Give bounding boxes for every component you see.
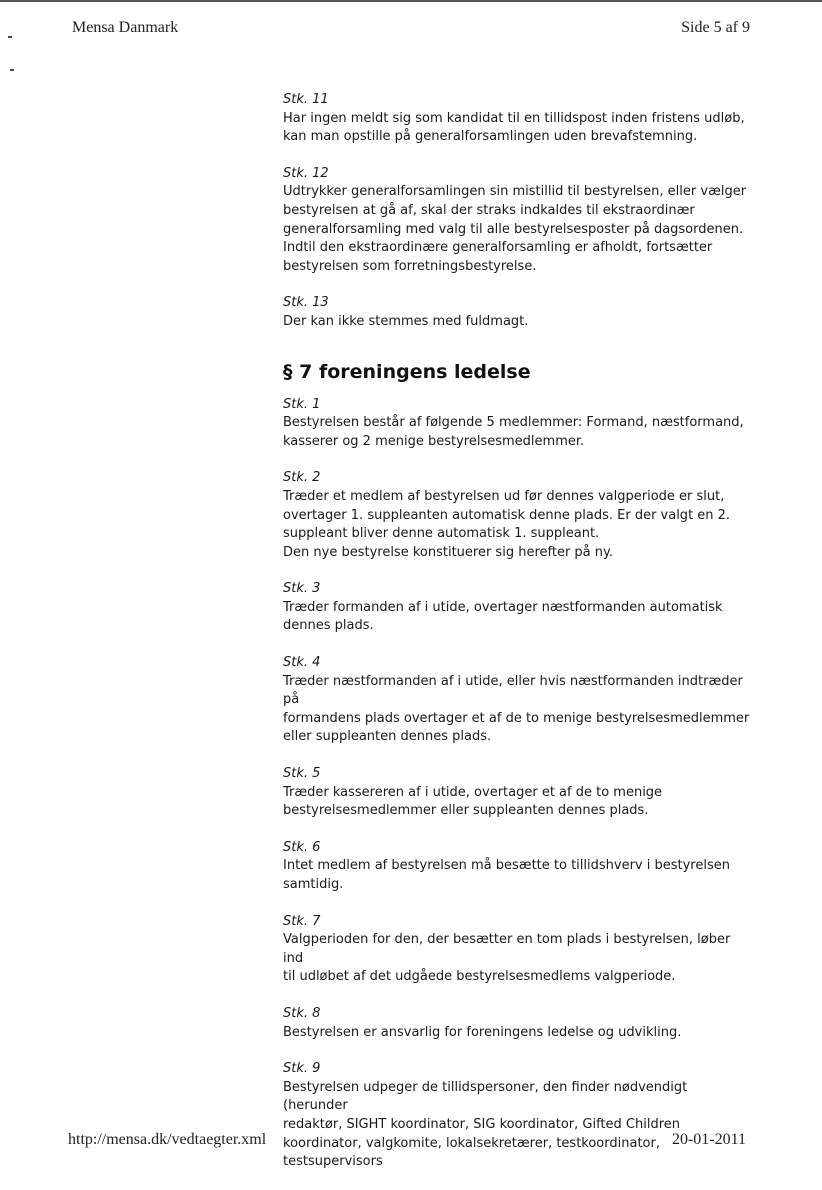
section-heading: § 7 foreningens ledelse <box>283 360 531 383</box>
clause-text <box>283 313 753 332</box>
text-line: bestyrelsen som forretningsbestyrelse. <box>283 258 537 274</box>
text-line: suppleant bliver denne automatisk 1. suppleant. <box>283 526 600 542</box>
text-line: Udtrykker generalforsamlingen sin mistillid til bestyrelsen, eller vælger <box>283 184 747 200</box>
text-line: Bestyrelsen består af følgende 5 medlemmer: Formand, næstformand, <box>283 415 744 431</box>
header-page-number: Side 5 af 9 <box>681 19 750 36</box>
header-organization: Mensa Danmark <box>72 19 179 36</box>
clause <box>283 91 753 147</box>
clause-label: Stk. 8 <box>283 1005 321 1021</box>
clause <box>283 469 753 562</box>
document-body <box>283 91 753 1190</box>
text-line: Den nye bestyrelse konstituerer sig herefter på ny. <box>283 544 613 560</box>
clause <box>283 654 753 747</box>
text-line: formandens plads overtager et af de to menige bestyrelsesmedlemmer <box>283 710 750 726</box>
clause <box>283 396 753 452</box>
footer-date: 20-01-2011 <box>671 1131 746 1148</box>
text-line: Valgperioden for den, der besætter en tom plads i bestyrelsen, løber ind <box>283 932 731 966</box>
clause-label: Stk. 4 <box>283 655 321 671</box>
footer-url: http://mensa.dk/vedtaegter.xml <box>68 1131 267 1148</box>
clause-text <box>283 488 753 562</box>
clause-label: Stk. 6 <box>283 839 321 855</box>
clause-label: Stk. 7 <box>283 913 321 929</box>
clause <box>283 580 753 636</box>
clause-text <box>283 857 753 894</box>
clauses-section-6-continued <box>283 91 753 332</box>
text-line: bestyrelsesmedlemmer eller suppleanten dennes plads. <box>283 803 649 819</box>
text-line: eller suppleanten dennes plads. <box>283 729 492 745</box>
text-line: Bestyrelsen udpeger de tillidspersoner, den finder nødvendigt (herunder <box>283 1079 688 1114</box>
text-line: Træder næstformanden af i utide, eller hvis næstformanden indtræder på <box>283 673 743 708</box>
text-line: Indtil den ekstraordinære generalforsamling er afholdt, fortsætter <box>283 240 713 256</box>
scan-speck <box>10 69 14 71</box>
scan-edge-line <box>0 0 822 2</box>
clause <box>283 839 753 895</box>
text-line: overtager 1. suppleanten automatisk denne plads. Er der valgt en 2. <box>283 507 731 523</box>
clause-text <box>283 673 753 747</box>
text-line: Træder kassereren af i utide, overtager et af de to menige <box>283 784 663 800</box>
clause <box>283 294 753 331</box>
clause <box>283 1060 753 1172</box>
clause <box>283 165 753 277</box>
clause-label: Stk. 11 <box>283 92 329 107</box>
text-line: Træder et medlem af bestyrelsen ud før dennes valgperiode er slut, <box>283 488 725 504</box>
clause-label: Stk. 1 <box>283 396 321 412</box>
clause-label: Stk. 2 <box>283 470 321 486</box>
text-line: generalforsamling med valg til alle bestyrelsesposter på dagsordenen. <box>283 221 744 237</box>
clause-text <box>283 183 753 276</box>
text-line: kasserer og 2 menige bestyrelsesmedlemmer. <box>283 433 585 449</box>
clause <box>283 765 753 821</box>
text-line: Intet medlem af bestyrelsen må besætte to tillidshverv i bestyrelsen <box>283 858 730 874</box>
text-line: Har ingen meldt sig som kandidat til en tillidspost inden fristens udløb, <box>283 110 745 126</box>
clause-label: Stk. 12 <box>283 165 329 181</box>
clause-label: Stk. 9 <box>283 1061 321 1077</box>
text-line: bestyrelsen at gå af, skal der straks indkaldes til ekstraordinær <box>283 202 695 218</box>
clause-text <box>283 599 753 636</box>
text-line: Bestyrelsen er ansvarlig for foreningens ledelse og udvikling. <box>283 1024 682 1040</box>
text-line: Træder formanden af i utide, overtager næstformanden automatisk <box>283 599 723 615</box>
clause-label: Stk. 5 <box>283 766 321 782</box>
clause-text <box>283 414 753 451</box>
clause <box>283 1005 753 1042</box>
clause-text <box>283 1079 753 1172</box>
clause-text <box>283 110 753 147</box>
text-line: kan man opstille på generalforsamlingen uden brevafstemning. <box>283 129 698 145</box>
clause-text <box>283 784 753 821</box>
clauses-section-7 <box>283 396 753 1172</box>
text-line: dennes plads. <box>283 618 374 634</box>
text-line: til udløbet af det udgåede bestyrelsesmedlems valgperiode. <box>283 969 676 985</box>
text-line: redaktør, SIGHT koordinator, SIG koordinator, Gifted Children <box>283 1116 681 1132</box>
clause-label: Stk. 3 <box>283 581 321 597</box>
clause <box>283 913 753 987</box>
clause-text <box>283 931 753 987</box>
text-line: Der kan ikke stemmes med fuldmagt. <box>283 313 529 329</box>
clause-label: Stk. 13 <box>283 295 329 311</box>
clause-text <box>283 1024 753 1043</box>
text-line: samtidig. <box>283 877 344 892</box>
scan-speck <box>8 36 12 38</box>
text-line: koordinator, valgkomite, lokalsekretærer, testkoordinator, testsupervisors <box>283 1135 660 1170</box>
